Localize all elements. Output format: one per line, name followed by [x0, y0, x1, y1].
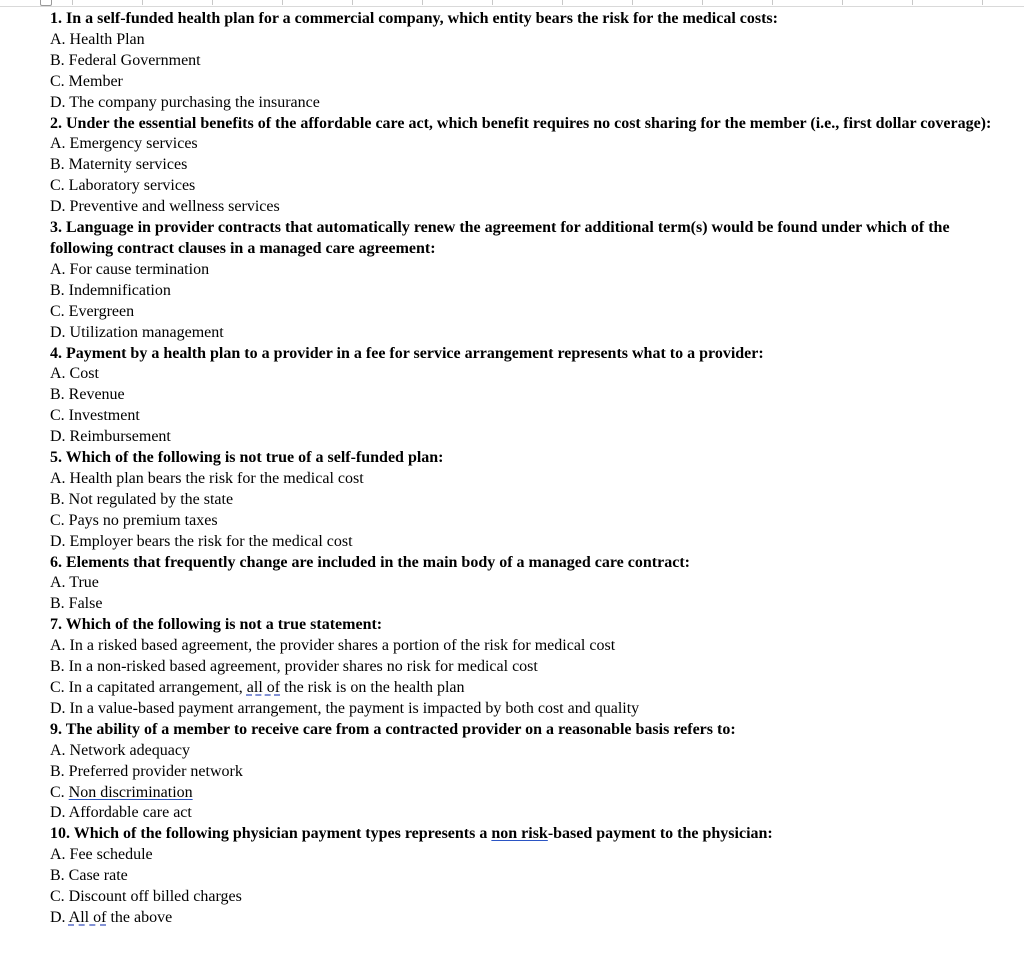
- question-text: 5. Which of the following is not true of a self-funded plan:: [50, 449, 444, 467]
- question-text-part: -based payment to the physician:: [547, 825, 773, 843]
- option: C. Discount off billed charges: [50, 888, 242, 906]
- option: C. Laboratory services: [50, 177, 196, 195]
- ruler-tick: [632, 0, 633, 5]
- question-7: [50, 615, 1010, 720]
- option: D. Employer bears the risk for the medical cost: [50, 532, 353, 550]
- option: A. For cause termination: [50, 260, 210, 278]
- ruler-tick: [772, 0, 773, 5]
- question-3: [50, 218, 1010, 343]
- ruler-tick: [912, 0, 913, 5]
- option-text: D.: [50, 908, 69, 926]
- option: B. Maternity services: [50, 156, 188, 174]
- option: D. Utilization management: [50, 323, 224, 341]
- ruler-tick: [842, 0, 843, 5]
- option: C. Evergreen: [50, 302, 135, 320]
- option: A. In a risked based agreement, the provider shares a portion of the risk for medical cost: [50, 637, 616, 655]
- option: A. Health Plan: [50, 30, 145, 48]
- option: A. Health plan bears the risk for the medical cost: [50, 469, 364, 487]
- option: D. In a value-based payment arrangement, the payment is impacted by both cost and quality: [50, 699, 640, 717]
- option: B. Not regulated by the state: [50, 490, 234, 508]
- question-text: 3. Language in provider contracts that automatically renew the agreement for additional term(s) would be found under which of the following contract clauses in a managed care agreement:: [50, 219, 950, 257]
- question-text: [50, 824, 1010, 845]
- ruler-tick: [282, 0, 283, 5]
- option: B. Preferred provider network: [50, 762, 243, 780]
- ruler-tick: [212, 0, 213, 5]
- option: [50, 678, 1010, 699]
- option: B. Revenue: [50, 386, 125, 404]
- flagged-phrase: non risk: [491, 825, 548, 843]
- question-text: 1. In a self-funded health plan for a commercial company, which entity bears the risk for the medical costs:: [50, 10, 778, 27]
- option: B. False: [50, 595, 103, 613]
- flagged-phrase: Non discrimination: [68, 783, 193, 801]
- option: A. Fee schedule: [50, 846, 153, 864]
- ruler: [0, 0, 1024, 7]
- option-text: the risk is on the health plan: [280, 679, 465, 696]
- option: A. Emergency services: [50, 135, 198, 153]
- option: A. True: [50, 574, 99, 592]
- option: C. Member: [50, 72, 123, 90]
- ruler-tick: [702, 0, 703, 5]
- question-2: [50, 114, 1010, 219]
- question-text: 4. Payment by a health plan to a provider in a fee for service arrangement represents what to a provider:: [50, 344, 764, 362]
- flagged-phrase: all of: [246, 679, 281, 696]
- question-5: [50, 448, 1010, 553]
- option: B. Case rate: [50, 867, 128, 885]
- ruler-tick: [492, 0, 493, 5]
- ruler-tick: [142, 0, 143, 5]
- question-9: [50, 720, 1010, 825]
- option: C. Pays no premium taxes: [50, 511, 218, 529]
- question-text: 2. Under the essential benefits of the affordable care act, which benefit requires no cost sharing for the member (i.e., first dollar coverage):: [50, 114, 992, 132]
- option: A. Network adequacy: [50, 741, 190, 759]
- margin-marker: [40, 0, 52, 6]
- option: D. Reimbursement: [50, 428, 171, 446]
- question-10: [50, 824, 1010, 929]
- option-text: C.: [50, 783, 69, 801]
- option: D. Affordable care act: [50, 804, 192, 822]
- option: A. Cost: [50, 365, 99, 383]
- ruler-tick: [422, 0, 423, 5]
- flagged-phrase: All of: [68, 908, 107, 926]
- question-text: 9. The ability of a member to receive care from a contracted provider on a reasonable basis refers to:: [50, 720, 736, 738]
- question-text: 7. Which of the following is not a true statement:: [50, 616, 383, 634]
- ruler-tick: [982, 0, 983, 5]
- option: B. In a non-risked based agreement, provider shares no risk for medical cost: [50, 658, 538, 676]
- question-text: 6. Elements that frequently change are included in the main body of a managed care contract:: [50, 553, 690, 571]
- ruler-tick: [562, 0, 563, 5]
- question-text-part: 10. Which of the following physician payment types represents a: [50, 825, 492, 843]
- ruler-tick: [352, 0, 353, 5]
- option: D. Preventive and wellness services: [50, 198, 280, 216]
- option-text: the above: [106, 908, 173, 926]
- option: [50, 908, 1010, 929]
- option-text: C. In a capitated arrangement,: [50, 679, 247, 696]
- option: B. Indemnification: [50, 281, 171, 299]
- option: [50, 783, 1010, 804]
- option: B. Federal Government: [50, 51, 201, 69]
- ruler-tick: [72, 0, 73, 5]
- question-1: [50, 9, 1010, 114]
- document-body: [50, 9, 1010, 929]
- question-6: [50, 553, 1010, 616]
- option: C. Investment: [50, 407, 140, 425]
- question-4: [50, 344, 1010, 449]
- option: D. The company purchasing the insurance: [50, 93, 320, 111]
